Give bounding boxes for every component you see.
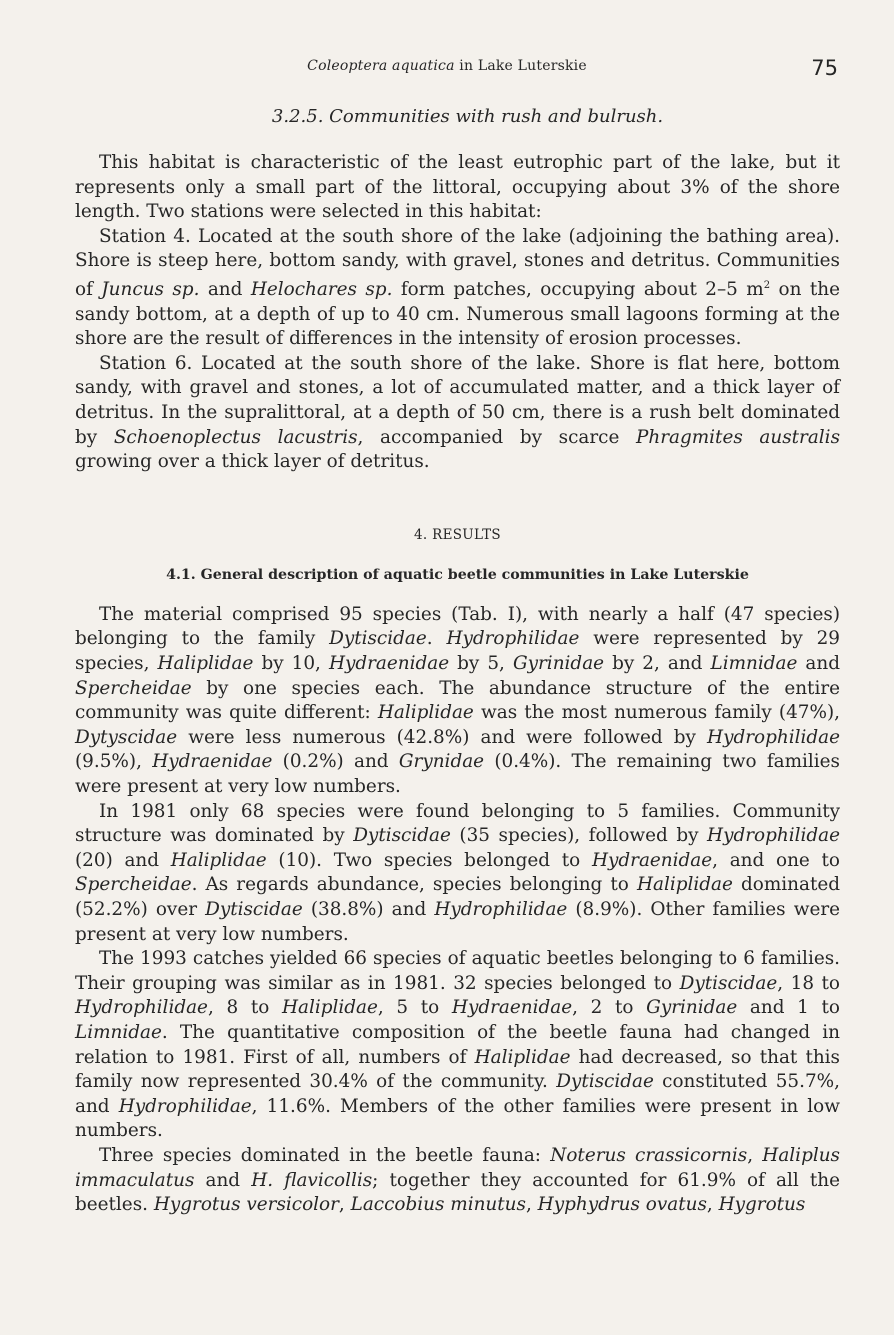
taxon-name: Haliplidae: [170, 849, 267, 871]
text-run: (38.8%) and: [302, 898, 435, 920]
taxon-name: Noterus crassicornis: [550, 1144, 748, 1166]
text-run: , accompanied by scarce: [357, 426, 636, 448]
text-run: , 11.6%. Members of the other families were present in low numbers.: [75, 1095, 840, 1142]
taxon-name: Hydraenidae: [152, 751, 273, 773]
taxon-name: Dytiscidae: [205, 898, 303, 920]
taxon-name: Hydrophilidae: [118, 1095, 252, 1117]
taxon-name: Limnidae: [75, 1021, 162, 1043]
section-title-results: 4. RESULTS: [414, 526, 501, 543]
text-run: , 5 to: [377, 997, 452, 1019]
taxon-name: Dytiscidae: [556, 1071, 654, 1093]
paragraph-station-4: [75, 225, 840, 352]
page-body: [75, 106, 840, 1218]
text-run: (8.9%). Other families were present at very low numbers.: [75, 898, 840, 945]
text-run: Station 6. Located at the south shore of the lake. Shore is flat here, bottom sandy, with gravel and stones, a lot of accumulated matter, and a thick layer of detritus. In the supralittoral, at a depth of 50 cm, there is a rush belt dominated by: [75, 352, 840, 448]
taxon-name: Gyrinidae: [512, 653, 605, 675]
taxon-name: Hygrotus: [718, 1194, 806, 1216]
text-run: by one species each. The abundance structure of the entire community was quite different:: [75, 677, 840, 724]
text-run: had decreased, so that this family now represented 30.4% of the community.: [75, 1046, 840, 1093]
taxon-name: Dytiscidae: [353, 825, 451, 847]
text-run: (0.4%). The remaining two families were present at very low numbers.: [75, 751, 840, 797]
text-run: In 1981 only 68 species were found belonging to 5 families. Community structure was dominated by: [75, 800, 840, 847]
paragraph-habitat-intro: This habitat is characteristic of the least eutrophic part of the lake, but it represents only a small part of the littoral, occupying about 3% of the shore length. Two stations were selected in this habitat:: [75, 152, 840, 223]
text-run: , 18 to: [777, 972, 841, 994]
running-head: [0, 58, 894, 74]
text-run: was the most numerous family (47%),: [473, 702, 840, 724]
taxon-name: Grynidae: [398, 751, 485, 773]
taxon-name: Dytiscidae: [329, 628, 427, 650]
paragraph-station-6: [75, 352, 840, 475]
taxon-name: Haliplidae: [157, 653, 254, 675]
taxon-name: Hydrophilidae: [707, 825, 840, 847]
subsection-title-4-1: 4.1. General description of aquatic beetle communities in Lake Luterskie: [166, 566, 749, 583]
taxon-name: Haliplidae: [281, 997, 378, 1019]
running-title-italic: Coleoptera aquatica: [307, 58, 455, 74]
text-run: constituted 55.7%, and: [75, 1071, 841, 1117]
taxon-name: Schoenoplectus lacustris: [113, 426, 358, 448]
taxon-name: Juncus sp.: [101, 279, 200, 301]
superscript: 2: [763, 279, 771, 291]
text-run: , and one to: [712, 849, 840, 871]
taxon-name: Dytiscidae: [679, 972, 778, 994]
subsection-heading-3-2-5: 3.2.5. Communities with rush and bulrush.: [271, 106, 664, 127]
text-run: by 10,: [253, 653, 329, 675]
text-run: by 5,: [449, 653, 513, 675]
taxon-name: Hydrophilidae: [707, 726, 840, 748]
taxon-name: Dytyscidae: [75, 726, 178, 748]
paragraph-results-1981: [75, 800, 840, 948]
taxon-name: Haliplus immaculatus: [75, 1144, 840, 1191]
text-run: (9.5%),: [75, 751, 153, 773]
taxon-name: Hydrophilidae: [434, 898, 568, 920]
paragraph-results-overview: [75, 603, 840, 800]
taxon-name: Limnidae: [710, 653, 798, 675]
taxon-name: Spercheidae: [75, 874, 192, 896]
text-run: ,: [525, 1194, 538, 1216]
text-run: , 2 to: [572, 997, 647, 1019]
taxon-name: Gyrinidae: [646, 997, 738, 1019]
text-run: dominated (52.2%) over: [75, 874, 840, 920]
text-run: Three species dominated in the beetle fauna:: [99, 1144, 551, 1166]
paragraph-results-1993: [75, 947, 840, 1144]
text-run: growing over a thick layer of detritus.: [75, 451, 430, 473]
text-run: ; together they accounted for 61.9% of all the beetles.: [75, 1169, 840, 1216]
text-run: (0.2%) and: [272, 751, 399, 773]
text-run: were represented by 29 species,: [75, 628, 840, 675]
text-run: Station 4. Located at the south shore of the lake (adjoining the bathing area). Shore is steep here, bottom sandy, with gravel, stones and detritus. Communities of: [75, 225, 840, 301]
text-run: on the sandy bottom, at a depth of up to 40 cm. Numerous small lagoons forming at the shore are the result of differences in the intensity of erosion processes.: [75, 279, 840, 350]
taxon-name: Hydrophilidae: [446, 628, 580, 650]
text-run: form patches, occupying about 2–5 m: [392, 279, 764, 301]
text-run: ,: [338, 1194, 351, 1216]
text-run: .: [426, 628, 447, 650]
text-run: The material comprised 95 species (Tab. I), with nearly a half (47 species) belonging to the family: [75, 603, 840, 650]
text-run: (20) and: [75, 849, 171, 871]
paragraph-dominant-species: [75, 1144, 840, 1218]
text-run: . As regards abundance, species belonging to: [191, 874, 637, 896]
taxon-name: Laccobius minutus: [350, 1194, 526, 1216]
text-run: were less numerous (42.8%) and were followed by: [177, 726, 708, 748]
taxon-name: Hygrotus versicolor: [153, 1194, 339, 1216]
taxon-name: Haliplidae: [636, 874, 733, 896]
text-run: by 2, and: [604, 653, 711, 675]
taxon-name: Haliplidae: [474, 1046, 571, 1068]
taxon-name: Spercheidae: [75, 677, 192, 699]
text-run: ,: [747, 1144, 763, 1166]
page-number: 75: [811, 56, 838, 80]
text-run: (35 species), followed by: [450, 825, 708, 847]
text-run: and 1 to: [737, 997, 840, 1019]
text-run: (10). Two species belonged to: [266, 849, 592, 871]
taxon-name: Hydrophilidae: [75, 997, 208, 1019]
taxon-name: Hydraenidae: [591, 849, 713, 871]
taxon-name: Helochares sp.: [250, 279, 393, 301]
taxon-name: Phragmites australis: [635, 426, 841, 448]
taxon-name: Haliplidae: [377, 702, 474, 724]
text-run: . The quantitative composition of the beetle fauna had changed in relation to 1981. First of all, numbers of: [75, 1021, 840, 1068]
text-run: , 8 to: [207, 997, 282, 1019]
running-title-rest: in Lake Luterskie: [454, 58, 587, 74]
taxon-name: Hyphydrus ovatus: [537, 1194, 707, 1216]
text-run: and: [194, 1169, 252, 1191]
taxon-name: H. flavicollis: [251, 1169, 373, 1191]
taxon-name: Hydraenidae: [451, 997, 573, 1019]
text-run: and: [797, 653, 840, 675]
taxon-name: Hydraenidae: [328, 653, 450, 675]
text-run: and: [199, 279, 251, 301]
text-run: The 1993 catches yielded 66 species of aquatic beetles belonging to 6 families. Their grouping was similar as in 1981. 32 species belonged to: [75, 948, 840, 994]
text-run: ,: [706, 1194, 719, 1216]
